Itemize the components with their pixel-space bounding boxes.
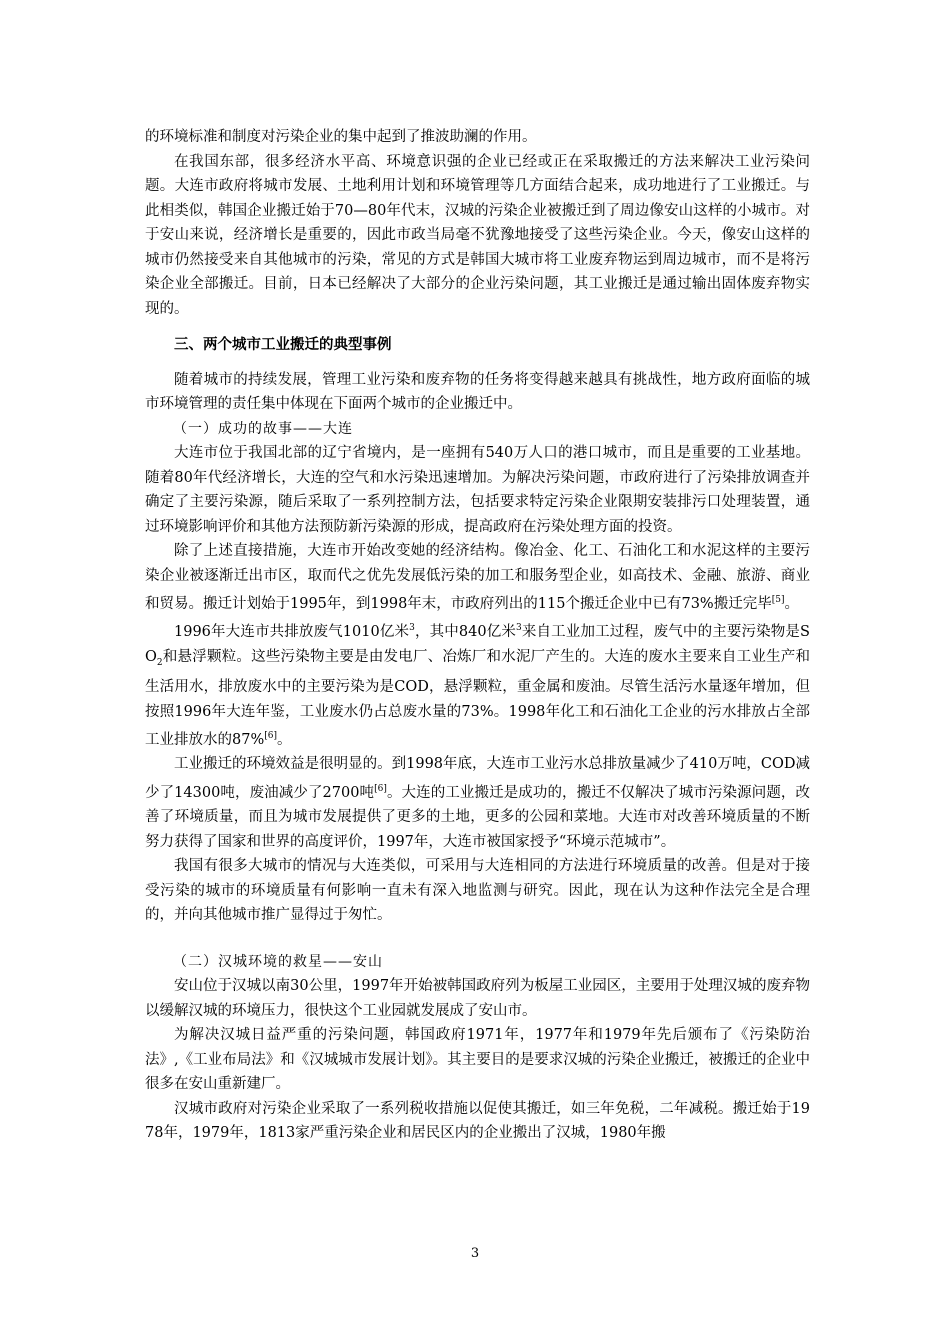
paragraph-dalian-benefits: 工业搬迁的环境效益是很明显的。到1998年底，大连市工业污水总排放量减少了410万吨，COD减少了14300吨，废油减少了2700吨[6]。大连的工业搬迁是成功的，搬迁不仅解决了城市污染源问题，改善了环境质量，而且为城市发展提供了更多的土地，更多的公园和菜地。大连市对改善环境质量的不断努力获得了国家和世界的高度评价，1997年，大连市被国家授予“环境示范城市”。	[145, 756, 811, 850]
citation-6: [6]	[264, 731, 277, 742]
paragraph-seoul-tax: 汉城市政府对污染企业采取了一系列税收措施以促使其搬迁，如三年免税，二年减税。搬迁始于1978年，1979年，1813家严重污染企业和居民区内的企业搬出了汉城，1980年搬	[145, 1100, 810, 1142]
paragraph-dalian-location: 大连市位于我国北部的辽宁省境内，是一座拥有540万人口的港口城市，而且是重要的工业基地。随着80年代经济增长，大连的空气和水污染迅速增加。为解决污染问题，市政府进行了污染排放调查并确定了主要污染源，随后采取了一系列控制方法，包括要求特定污染企业限期安装排污口处理装置，通过环境影响评价和其他方法预防新污染源的形成，提高政府在污染处理方面的投资。	[145, 445, 810, 535]
paragraph-east-china: 在我国东部，很多经济水平高、环境意识强的企业已经或正在采取搬迁的方法来解决工业污染问题。大连市政府将城市发展、土地利用计划和环境管理等几方面结合起来，成功地进行了工业搬迁。与此相类似，韩国企业搬迁始于70—80年代末，汉城的污染企业被搬迁到了周边像安山这样的小城市。对于安山来说，经济增长是重要的，因此市政当局毫不犹豫地接受了这些污染企业。今天，像安山这样的城市仍然接受来自其他城市的污染，常见的方式是韩国大城市将工业废弃物运到周边城市，而不是将污染企业全部搬迁。目前，日本已经解决了大部分的企业污染问题，其工业搬迁是通过输出固体废弃物实现的。	[145, 153, 810, 317]
paragraph-ansan-location: 安山位于汉城以南30公里，1997年开始被韩国政府列为板屋工业园区，主要用于处理汉城的废弃物以缓解汉城的环境压力，很快这个工业园就发展成了安山市。	[145, 978, 810, 1019]
paragraph-continuation: 的环境标准和制度对污染企业的集中起到了推波助澜的作用。	[145, 129, 537, 145]
paragraph-dalian-emissions: 1996年大连市共排放废气1010亿米$^3$，其中840亿米$^3$来自工业加工过程，废气中的主要污染物是$SO_2$和悬浮颗粒。这些污染物主要是由发电厂、冶炼厂和水泥厂产生的。大连的废水主要来自工业生产和生活用水，排放废水中的主要污染为是COD，悬浮颗粒，重金属和废油。尽管生活污水量逐年增加，但按照1996年大连年鉴，工业废水仍占总废水量的73%。1998年化工和石油化工企业的污水排放占全部工业排放水的87%[6]。	[145, 623, 810, 748]
citation-5: [5]	[771, 595, 785, 605]
paragraph-dalian-structure: 除了上述直接措施，大连市开始改变她的经济结构。像冶金、化工、石油化工和水泥这样的主要污染企业被逐渐迁出市区，取而代之优先发展低污染的加工和服务型企业，如高技术、金融、旅游、商业和贸易。搬迁计划始于1995年，到1998年末，市政府列出的115个搬迁企业中已有73%搬迁完毕[5]。	[145, 543, 810, 612]
paragraph-seoul-laws: 为解决汉城日益严重的污染问题，韩国政府1971年，1977年和1979年先后颁布了《污染防治法》,《工业布局法》和《汉城城市发展计划》。其主要目的是要求汉城的污染企业搬迁，被搬迁的企业中很多在安山重新建厂。	[145, 1027, 810, 1093]
document-body	[145, 125, 810, 1146]
page-number: 3	[470, 1246, 480, 1261]
subheading-ansan: （二）汉城环境的救星——安山	[173, 953, 383, 970]
paragraph-intro: 随着城市的持续发展，管理工业污染和废弃物的任务将变得越来越具有挑战性，地方政府面临的城市环境管理的责任集中体现在下面两个城市的企业搬迁中。	[145, 371, 810, 412]
subheading-dalian: （一）成功的故事——大连	[173, 420, 353, 437]
section-heading-3: 三、两个城市工业搬迁的典型事例	[174, 337, 392, 353]
citation-6b: [6]	[374, 783, 387, 794]
paragraph-dalian-conclusion: 我国有很多大城市的情况与大连类似，可采用与大连相同的方法进行环境质量的改善。但是对于接受污染的城市的环境质量有何影响一直未有深入地监测与研究。因此，现在认为这种作法完全是合理的，并向其他城市推广显得过于匆忙。	[145, 858, 810, 924]
spacer	[145, 928, 810, 950]
